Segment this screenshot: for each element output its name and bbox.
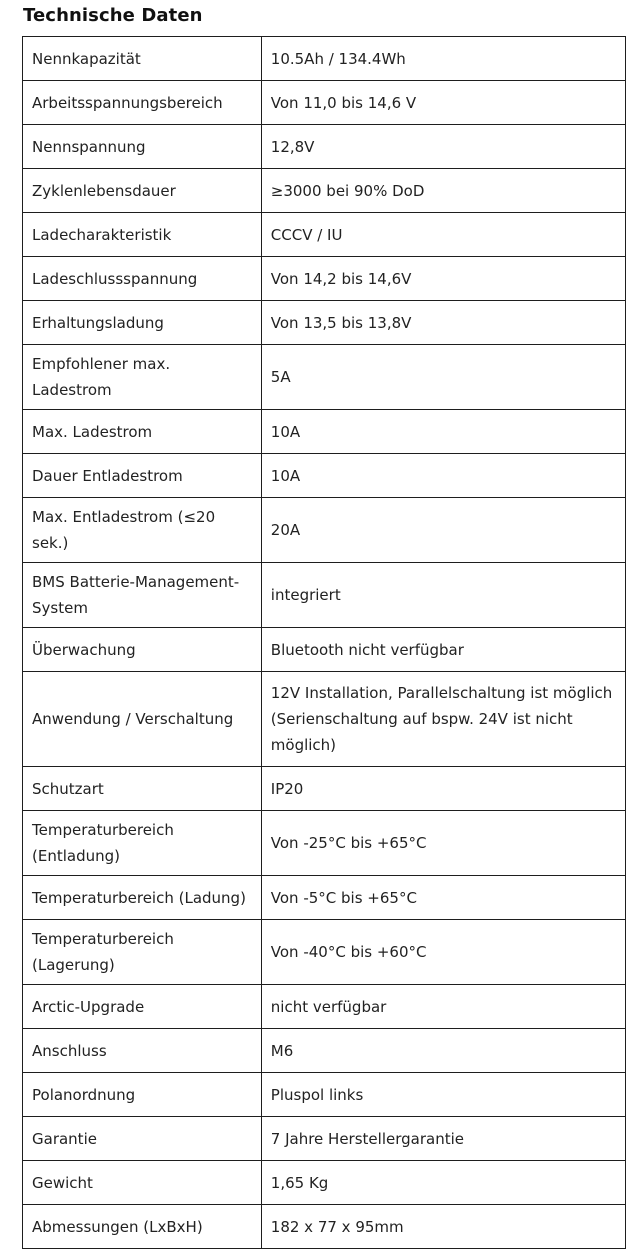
table-row: [23, 985, 626, 1029]
table-row: [23, 454, 626, 498]
table-row: [23, 257, 626, 301]
spec-value: Von 14,2 bis 14,6V: [261, 257, 625, 301]
spec-value: 12V Installation, Parallelschaltung ist möglich (Serienschaltung auf bspw. 24V ist nicht möglich): [261, 672, 625, 767]
spec-label: Dauer Entladestrom: [23, 454, 262, 498]
spec-label: Anwendung / Verschaltung: [23, 672, 262, 767]
spec-label: Gewicht: [23, 1161, 262, 1205]
spec-table: [22, 36, 626, 1249]
spec-value: 1,65 Kg: [261, 1161, 625, 1205]
table-row: [23, 37, 626, 81]
spec-label: Schutzart: [23, 767, 262, 811]
spec-value: ≥3000 bei 90% DoD: [261, 169, 625, 213]
spec-value: IP20: [261, 767, 625, 811]
spec-value: 7 Jahre Herstellergarantie: [261, 1117, 625, 1161]
spec-label: Max. Entladestrom (≤20 sek.): [23, 498, 262, 563]
spec-label: Erhaltungsladung: [23, 301, 262, 345]
table-row: [23, 1117, 626, 1161]
spec-label: Ladeschlussspannung: [23, 257, 262, 301]
table-row: [23, 301, 626, 345]
spec-label: Polanordnung: [23, 1073, 262, 1117]
spec-value: Pluspol links: [261, 1073, 625, 1117]
table-row: [23, 876, 626, 920]
table-row: [23, 672, 626, 767]
spec-value: Von -5°C bis +65°C: [261, 876, 625, 920]
spec-value: integriert: [261, 563, 625, 628]
spec-value: Von -25°C bis +65°C: [261, 811, 625, 876]
spec-value: 5A: [261, 345, 625, 410]
spec-value: Von 11,0 bis 14,6 V: [261, 81, 625, 125]
spec-label: Garantie: [23, 1117, 262, 1161]
spec-value: Von -40°C bis +60°C: [261, 920, 625, 985]
spec-label: Nennkapazität: [23, 37, 262, 81]
spec-label: Temperaturbereich (Ladung): [23, 876, 262, 920]
spec-value: 12,8V: [261, 125, 625, 169]
spec-label: Abmessungen (LxBxH): [23, 1205, 262, 1249]
spec-label: Empfohlener max. Ladestrom: [23, 345, 262, 410]
spec-label: Zyklenlebensdauer: [23, 169, 262, 213]
table-row: [23, 811, 626, 876]
spec-label: Ladecharakteristik: [23, 213, 262, 257]
table-row: [23, 213, 626, 257]
table-row: [23, 1073, 626, 1117]
spec-value: 10.5Ah / 134.4Wh: [261, 37, 625, 81]
spec-value: 20A: [261, 498, 625, 563]
table-row: [23, 1029, 626, 1073]
table-row: [23, 767, 626, 811]
spec-label: Überwachung: [23, 628, 262, 672]
table-row: [23, 81, 626, 125]
spec-value: Bluetooth nicht verfügbar: [261, 628, 625, 672]
spec-value: 182 x 77 x 95mm: [261, 1205, 625, 1249]
table-row: [23, 563, 626, 628]
spec-label: Arctic-Upgrade: [23, 985, 262, 1029]
table-row: [23, 345, 626, 410]
spec-value: CCCV / IU: [261, 213, 625, 257]
spec-value: Von 13,5 bis 13,8V: [261, 301, 625, 345]
table-row: [23, 1205, 626, 1249]
table-row: [23, 1161, 626, 1205]
spec-label: Temperaturbereich (Entladung): [23, 811, 262, 876]
spec-label: Max. Ladestrom: [23, 410, 262, 454]
table-row: [23, 628, 626, 672]
table-row: [23, 498, 626, 563]
table-row: [23, 410, 626, 454]
table-row: [23, 169, 626, 213]
spec-value: 10A: [261, 410, 625, 454]
spec-label: Anschluss: [23, 1029, 262, 1073]
spec-value: M6: [261, 1029, 625, 1073]
spec-label: Nennspannung: [23, 125, 262, 169]
table-row: [23, 125, 626, 169]
spec-value: 10A: [261, 454, 625, 498]
spec-value: nicht verfügbar: [261, 985, 625, 1029]
spec-label: Arbeitsspannungsbereich: [23, 81, 262, 125]
table-row: [23, 920, 626, 985]
section-title: Technische Daten: [23, 5, 203, 26]
spec-label: Temperaturbereich (Lagerung): [23, 920, 262, 985]
spec-label: BMS Batterie-Management-System: [23, 563, 262, 628]
